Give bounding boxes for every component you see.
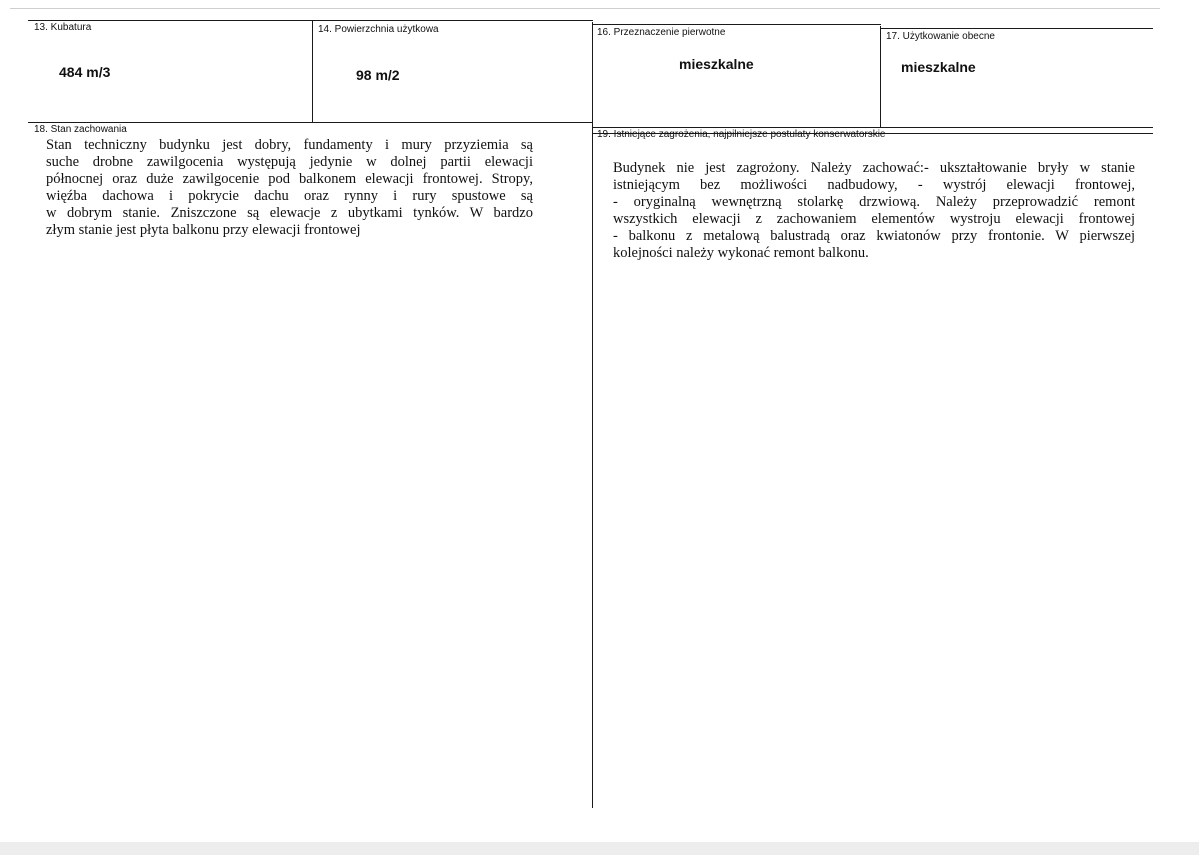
table-top-border-right — [593, 24, 881, 25]
table-top-border-far-right — [881, 28, 1153, 29]
kubatura-label: 13. Kubatura — [34, 22, 92, 33]
row-separator-right — [593, 127, 1153, 128]
zagrozenia-line: istniejącym bez możliwości nadbudowy, - wystrój elewacji frontowej, — [613, 177, 1135, 193]
table-top-border — [28, 20, 593, 21]
przeznaczenie-value: mieszkalne — [679, 56, 754, 72]
uzytkowanie-label: 17. Użytkowanie obecne — [886, 31, 995, 42]
kubatura-value: 484 m/3 — [59, 64, 111, 80]
divider-13-14 — [312, 20, 313, 123]
stan-line: suche drobne zawilgocenia występują jedynie w dolnej partii elewacji — [46, 154, 533, 170]
zagrozenia-line: - balkonu z metalową balustradą oraz kwiatonów przy frontonie. W pierwszej — [613, 228, 1135, 244]
stan-line: północnej oraz duże zawilgocenie pod balkonem elewacji frontowej. Stropy, — [46, 171, 533, 187]
stan-line: w dobrym stanie. Zniszczone są elewacje z ubytkami tynków. W bardzo — [46, 205, 533, 221]
stan-line: złym stanie jest płyta balkonu przy elewacji frontowej — [46, 222, 361, 238]
zagrozenia-text — [613, 160, 1135, 262]
przeznaczenie-label: 16. Przeznaczenie pierwotne — [597, 27, 726, 38]
zagrozenia-line: - oryginalną wewnętrzną stolarkę drzwiową. Należy przeprowadzić remont — [613, 194, 1135, 210]
zagrozenia-label: 19. Istniejące zagrożenia, najpilniejsze postulaty konserwatorskie — [597, 129, 886, 140]
zagrozenia-line: wszystkich elewacji z zachowaniem elementów wystroju elewacji frontowej — [613, 211, 1135, 227]
powierzchnia-label: 14. Powierzchnia użytkowa — [318, 24, 439, 35]
uzytkowanie-value: mieszkalne — [901, 59, 976, 75]
stan-zachowania-text — [46, 137, 533, 239]
zagrozenia-line: kolejności należy wykonać remont balkonu. — [613, 245, 869, 261]
divider-16-17 — [880, 26, 881, 127]
powierzchnia-value: 98 m/2 — [356, 67, 400, 83]
zagrozenia-line: Budynek nie jest zagrożony. Należy zachować:- ukształtowanie bryły w stanie — [613, 160, 1135, 176]
stan-line: Stan techniczny budynku jest dobry, fundamenty i mury przyziemia są — [46, 137, 533, 153]
divider-14-16 — [592, 22, 593, 808]
stan-zachowania-label: 18. Stan zachowania — [34, 124, 127, 135]
bottom-scan-edge — [0, 842, 1199, 855]
row-separator-left — [28, 122, 593, 123]
stan-line: więźba dachowa i pokrycie dachu oraz rynny i rury spustowe są — [46, 188, 533, 204]
top-scan-edge — [10, 8, 1160, 9]
